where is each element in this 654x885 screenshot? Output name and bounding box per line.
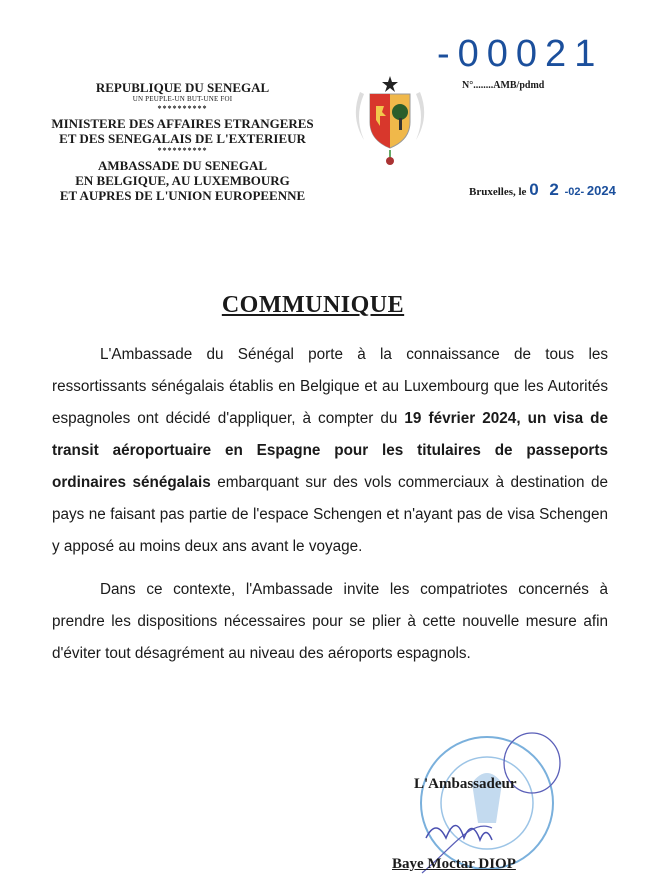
text: embarquant sur des vols commerciaux à destination de pays ne faisant pas partie de l'espace Schengen et n'ayant pas de visa Schengen y apposé au moins deux ans avant le voyage. [52, 474, 608, 555]
reference-label: N°........AMB/pdmd [462, 80, 545, 91]
embassy-line-3: ET AUPRES DE L'UNION EUROPEENNE [59, 188, 306, 203]
text: , [516, 410, 528, 427]
country-name: REPUBLIQUE DU SENEGAL [95, 80, 270, 95]
embassy-line-1: AMBASSADE DU SENEGAL [97, 158, 268, 173]
visa-requirement: un visa de transit aéroportuaire en Espagne pour les titulaires de passeports ordinaires sénégalais [52, 410, 609, 491]
signatory-role: L'Ambassadeur [414, 776, 517, 792]
effective-date: 19 février 2024 [404, 410, 517, 427]
reference-number-stamp: -00021 [437, 33, 604, 75]
document-title: COMMUNIQUE [221, 292, 405, 318]
date-year: 2024 [586, 183, 616, 198]
text: L'Ambassade du Sénégal porte à la connaissance de tous les ressortissants sénégalais établis en Belgique et au Luxembourg que les Autorités espagnoles ont décidé d'appliquer, à compter du [52, 346, 608, 427]
date-line [469, 180, 616, 200]
communique-body [52, 339, 608, 670]
coat-of-arms-emblem [350, 72, 430, 168]
date-prefix: Bruxelles, le [469, 186, 527, 198]
ministry-line-1: MINISTERE DES AFFAIRES ETRANGERES [51, 116, 314, 131]
signatory-name: Baye Moctar DIOP [392, 856, 516, 872]
ministry-line-2: ET DES SENEGALAIS DE L'EXTERIEUR [59, 131, 306, 146]
national-motto: UN PEUPLE-UN BUT-UNE FOI [132, 95, 233, 103]
paragraph-2 [52, 574, 608, 670]
letterhead [0, 80, 365, 203]
separator: ********** [157, 104, 208, 113]
date-day: 0 2 [529, 180, 562, 199]
separator: ********** [157, 146, 208, 155]
date-month: -02- [564, 186, 585, 198]
text: Dans ce contexte, l'Ambassade invite les compatriotes concernés à prendre les dispositions nécessaires pour se plier à cette nouvelle mesure afin d'éviter tout désagrément au niveau des aéroports espagnols. [52, 581, 608, 662]
paragraph-1 [52, 339, 608, 563]
embassy-line-2: EN BELGIQUE, AU LUXEMBOURG [75, 173, 290, 188]
